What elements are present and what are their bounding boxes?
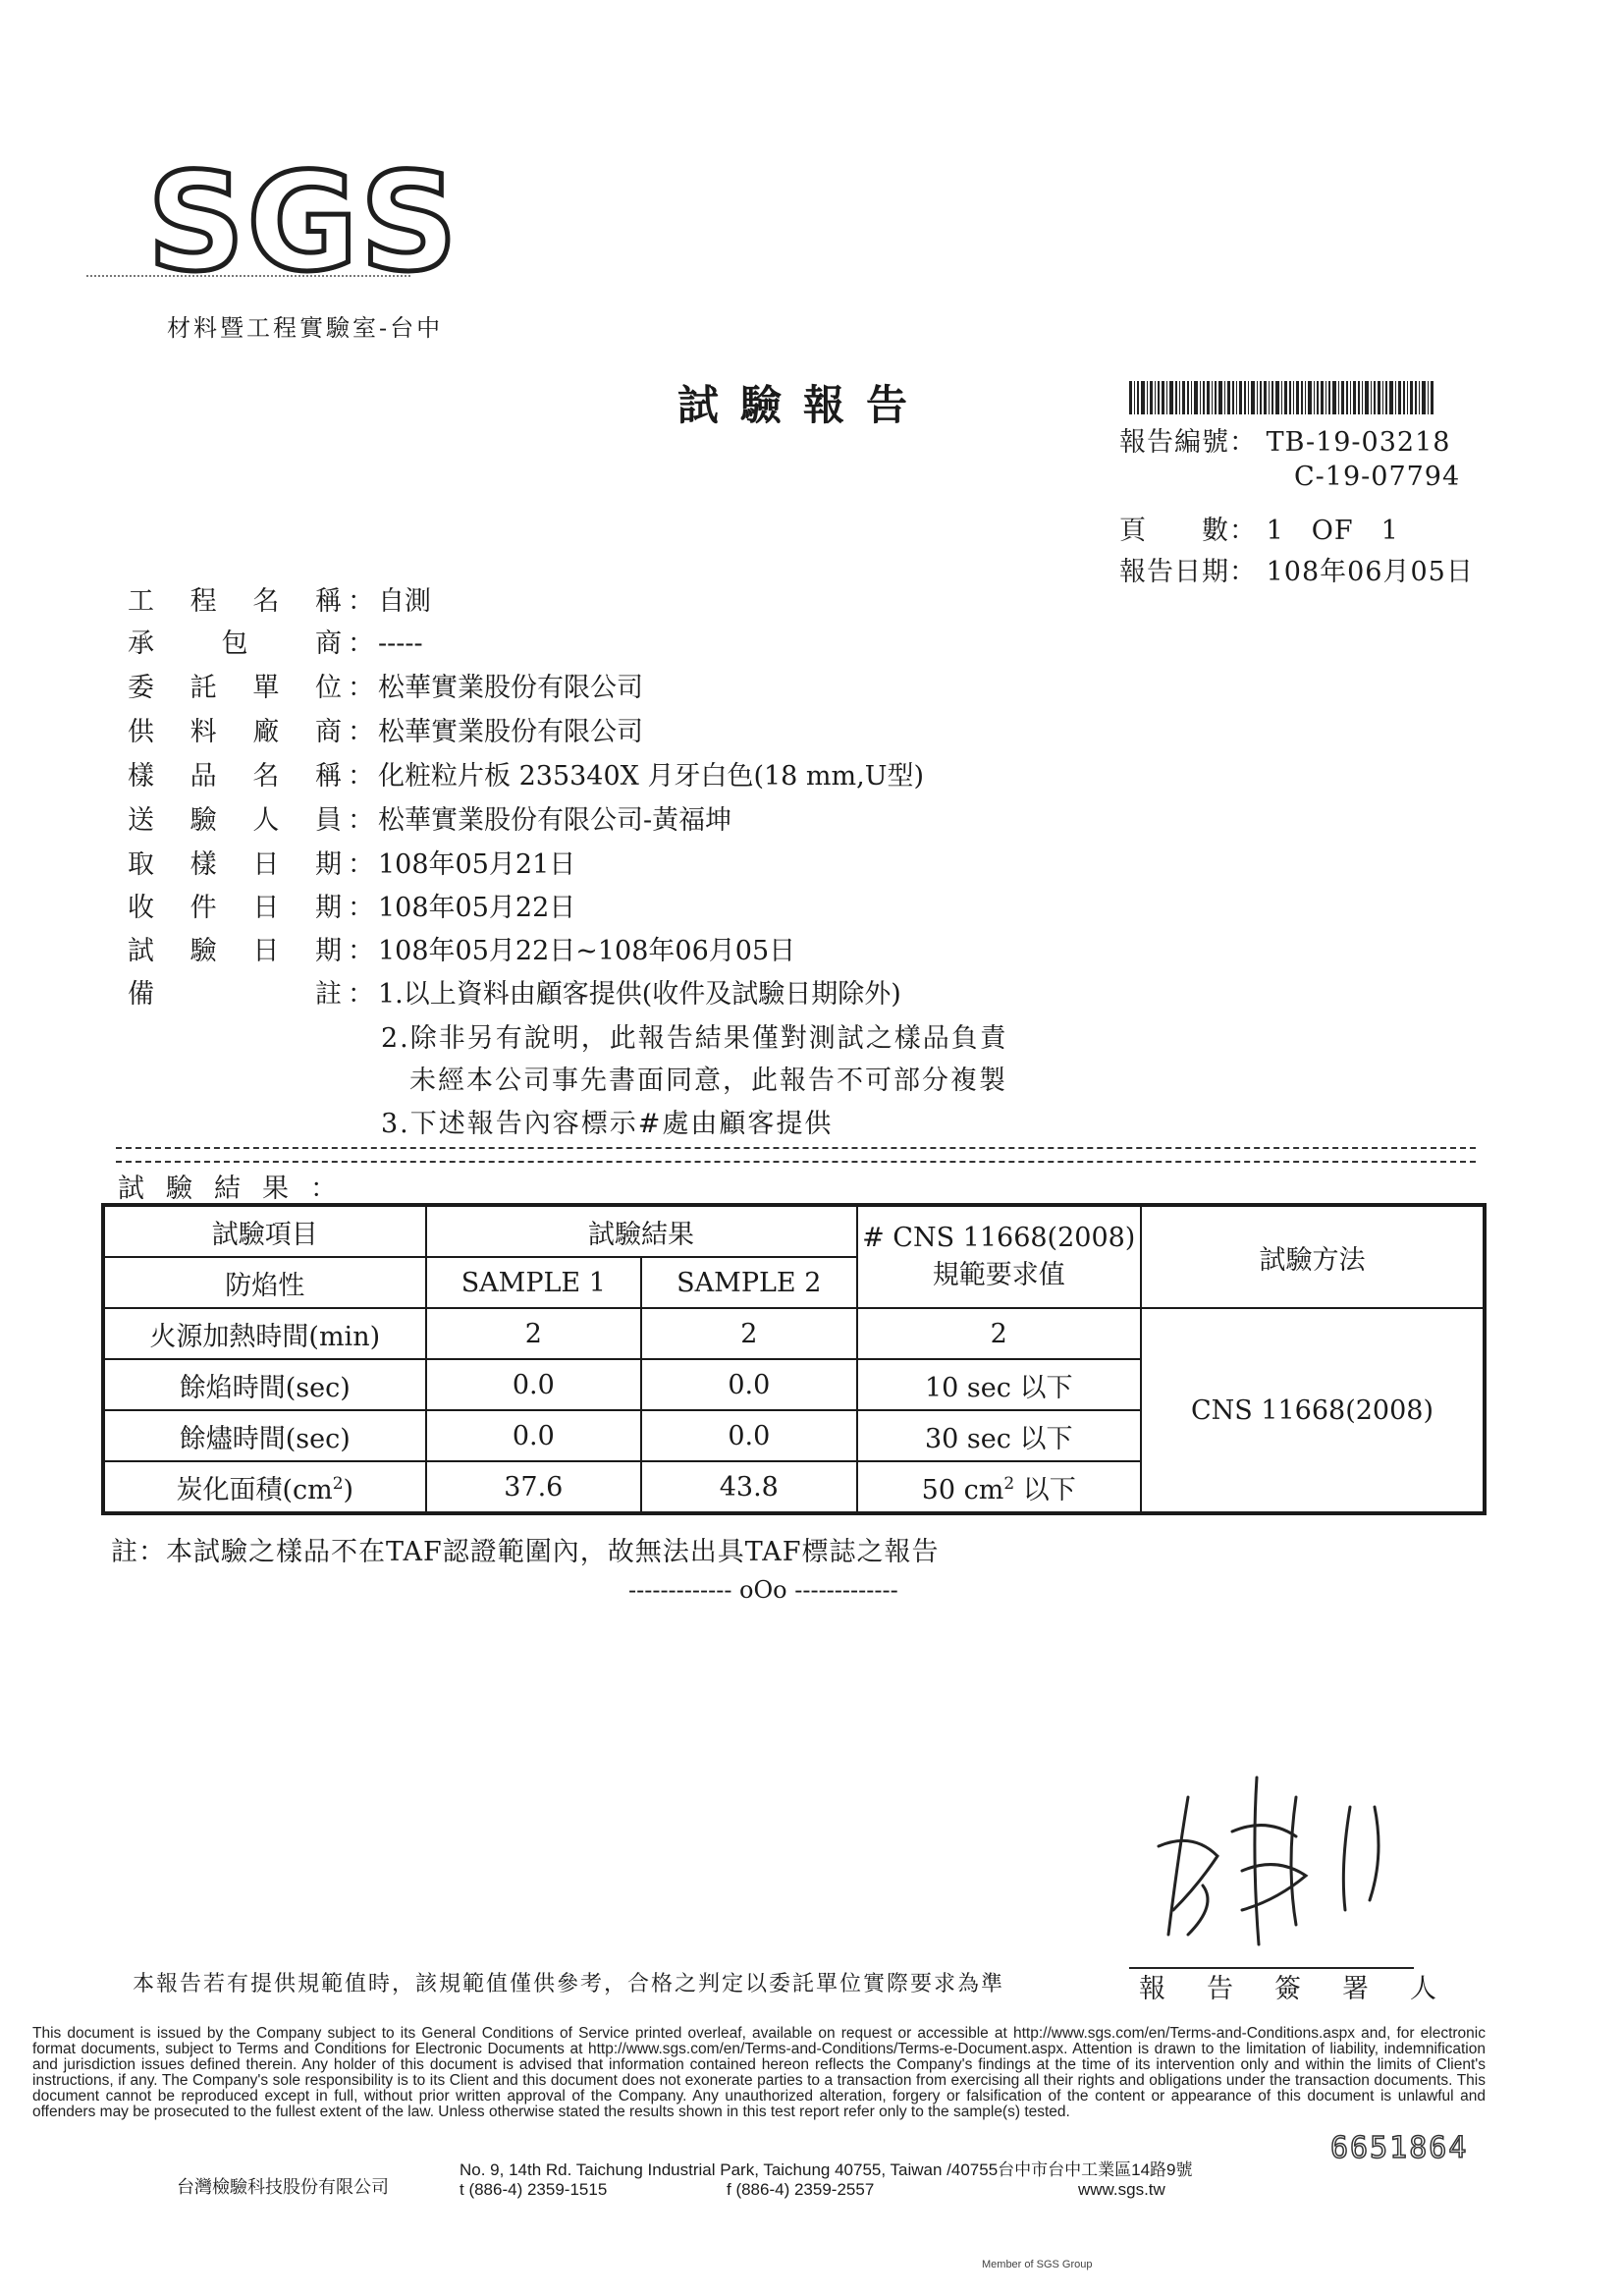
remark-line-3: 3.下述報告內容標示#處由顧客提供	[381, 1109, 834, 1139]
disclaimer: 本報告若有提供規範值時，該規範值僅供參考，合格之判定以委託單位實際要求為準	[133, 1972, 1005, 1996]
field-row-contractor: 承包商 ： -----	[128, 622, 423, 660]
row-sample-1: 0.0	[426, 1359, 641, 1410]
row-item: 炭化面積$(cm^2)$	[103, 1461, 426, 1513]
field-label: 供料廠商	[128, 717, 344, 747]
field-value: 1.以上資料由顧客提供(收件及試驗日期除外)	[378, 979, 901, 1010]
field-label: 試驗日期	[128, 936, 344, 966]
lab-name: 材料暨工程實驗室-台中	[167, 314, 444, 342]
report-number-label: 報告編號：	[1119, 427, 1257, 458]
header-subject: 防焰性	[103, 1257, 426, 1308]
pages-row	[1119, 509, 1399, 547]
header-method: 試驗方法	[1141, 1205, 1485, 1308]
row-sample-1: 37.6	[426, 1461, 641, 1513]
method-value: CNS 11668(2008)	[1141, 1308, 1485, 1513]
remark-line-2: 2.除非另有說明，此報告結果僅對測試之樣品負責	[381, 1023, 1008, 1054]
field-row-project: 工程名稱 ： 自測	[128, 579, 431, 618]
header-standard-code: # CNS 11668(2008)	[862, 1223, 1136, 1253]
header-sample-2: SAMPLE 2	[641, 1257, 856, 1308]
field-row-test-date: 試驗日期 ： 108年05月22日~108年06月05日	[128, 929, 795, 967]
handwritten-signature	[1149, 1738, 1404, 1954]
report-number-value-2: C-19-07794	[1294, 462, 1461, 492]
header-standard-sub: 規範要求值	[932, 1260, 1065, 1290]
field-label: 承包商	[128, 629, 344, 659]
footer-member: Member of SGS Group	[982, 2259, 1093, 2270]
logo-underline	[86, 275, 410, 277]
field-value: 松華實業股份有限公司-黃福坤	[378, 805, 732, 836]
report-date-label: 報告日期：	[1119, 557, 1257, 587]
field-row-submitter: 送驗人員 ： 松華實業股份有限公司-黃福坤	[128, 798, 731, 837]
field-value: 108年05月22日~108年06月05日	[378, 936, 796, 966]
serial-number: 6651864	[1330, 2131, 1469, 2165]
report-date-row	[1119, 550, 1474, 588]
row-sample-2: 43.8	[641, 1461, 856, 1513]
field-value: 108年05月21日	[378, 849, 576, 880]
header-standard	[857, 1205, 1141, 1308]
row-requirement: 50 $cm^2$ 以下	[857, 1461, 1141, 1513]
row-sample-2: 0.0	[641, 1359, 856, 1410]
field-label: 委託單位	[128, 673, 344, 703]
end-mark: ------------- oOo -------------	[628, 1576, 898, 1604]
row-sample-2: 2	[641, 1308, 856, 1359]
field-row-sampling-date: 取樣日期 ： 108年05月21日	[128, 843, 575, 881]
row-sample-1: 2	[426, 1308, 641, 1359]
remark-line-2b: 未經本公司事先書面同意，此報告不可部分複製	[381, 1066, 1007, 1096]
field-row-supplier: 供料廠商 ： 松華實業股份有限公司	[128, 710, 643, 748]
row-sample-1: 0.0	[426, 1410, 641, 1461]
row-sample-2: 0.0	[641, 1410, 856, 1461]
field-label: 樣品名稱	[128, 761, 344, 792]
field-label: 取樣日期	[128, 849, 344, 880]
row-requirement: 30 sec 以下	[857, 1410, 1141, 1461]
field-row-sample-name: 樣品名稱 ： 化粧粒片板 235340X 月牙白色(18 mm,U型)	[128, 754, 924, 793]
sgs-logo: SGS	[147, 143, 460, 301]
footer-tel: t (886-4) 2359-1515	[460, 2180, 608, 2199]
table-row	[103, 1308, 1485, 1359]
header-result: 試驗結果	[426, 1205, 857, 1257]
field-row-receipt-date: 收件日期 ： 108年05月22日	[128, 886, 575, 924]
signature-label: 報告簽署人	[1139, 1974, 1478, 2004]
field-label: 工程名稱	[128, 586, 344, 617]
field-value: 松華實業股份有限公司	[378, 717, 643, 747]
field-value: 化粧粒片板 235340X 月牙白色(18 mm,U型)	[378, 761, 925, 792]
header-item: 試驗項目	[103, 1205, 426, 1257]
report-number-value: TB-19-03218	[1266, 427, 1451, 458]
field-label: 送驗人員	[128, 805, 344, 836]
row-item: 餘焰時間(sec)	[103, 1359, 426, 1410]
row-requirement: 2	[857, 1308, 1141, 1359]
field-value: 108年05月22日	[378, 893, 576, 923]
pages-label: 頁 數：	[1119, 516, 1257, 546]
footer-fax: f (886-4) 2359-2557	[727, 2180, 875, 2199]
report-date-value: 108年06月05日	[1266, 557, 1474, 587]
header-sample-1: SAMPLE 1	[426, 1257, 641, 1308]
field-value: 自測	[378, 586, 431, 617]
footer-web: www.sgs.tw	[1078, 2180, 1165, 2199]
field-label: 收件日期	[128, 893, 344, 923]
row-item: 火源加熱時間(min)	[103, 1308, 426, 1359]
legal-text: This document is issued by the Company subject to its General Conditions of Service printed overleaf, available on request or accessible at http://www.sgs.com/en/Terms-and-Conditions.aspx and, for electronic format documents, subject to Terms and Conditions for Electronic Documents at http://www.sgs.com/en/Terms-and-Conditions/Terms-e-Document.aspx. Attention is drawn to the limitation of liability, indemnification and jurisdiction issues defined therein. Any holder of this document is advised that information contained hereon reflects the Company's findings at the time of its intervention only and within the limits of Client's instructions, if any. The Company's sole responsibility is to its Client and this document does not exonerate parties to a transaction from exercising all their rights and obligations under the transaction documents. This document cannot be reproduced except in full, without prior written approval of the Company. Any unauthorized alteration, forgery or falsification of the content or appearance of this document is unlawful and offenders may be prosecuted to the fullest extent of the law. Unless otherwise stated the results shown in this test report refer only to the sample(s) tested.	[32, 2025, 1486, 2120]
field-row-remarks: 備 註 ： 1.以上資料由顧客提供(收件及試驗日期除外)	[128, 972, 901, 1011]
field-value: -----	[378, 629, 423, 659]
field-value: 松華實業股份有限公司	[378, 673, 643, 703]
results-label: 試驗結果：	[118, 1174, 358, 1204]
field-row-client: 委託單位 ： 松華實業股份有限公司	[128, 666, 643, 704]
row-requirement: 10 sec 以下	[857, 1359, 1141, 1410]
footer-company: 台灣檢驗科技股份有限公司	[177, 2177, 389, 2198]
pages-value: 1 OF 1	[1266, 516, 1399, 546]
report-title: 試驗報告	[677, 381, 930, 429]
results-table	[101, 1203, 1487, 1515]
report-number-row	[1119, 420, 1450, 459]
taf-note: 註：本試驗之樣品不在TAF認證範圍內，故無法出具TAF標誌之報告	[111, 1537, 940, 1567]
field-label: 備 註	[128, 979, 344, 1010]
section-divider	[116, 1147, 1476, 1163]
footer-address: No. 9, 14th Rd. Taichung Industrial Park, Taichung 40755, Taiwan /40755台中市台中工業區14路9號	[460, 2160, 1193, 2179]
row-item: 餘燼時間(sec)	[103, 1410, 426, 1461]
barcode	[1129, 381, 1434, 414]
